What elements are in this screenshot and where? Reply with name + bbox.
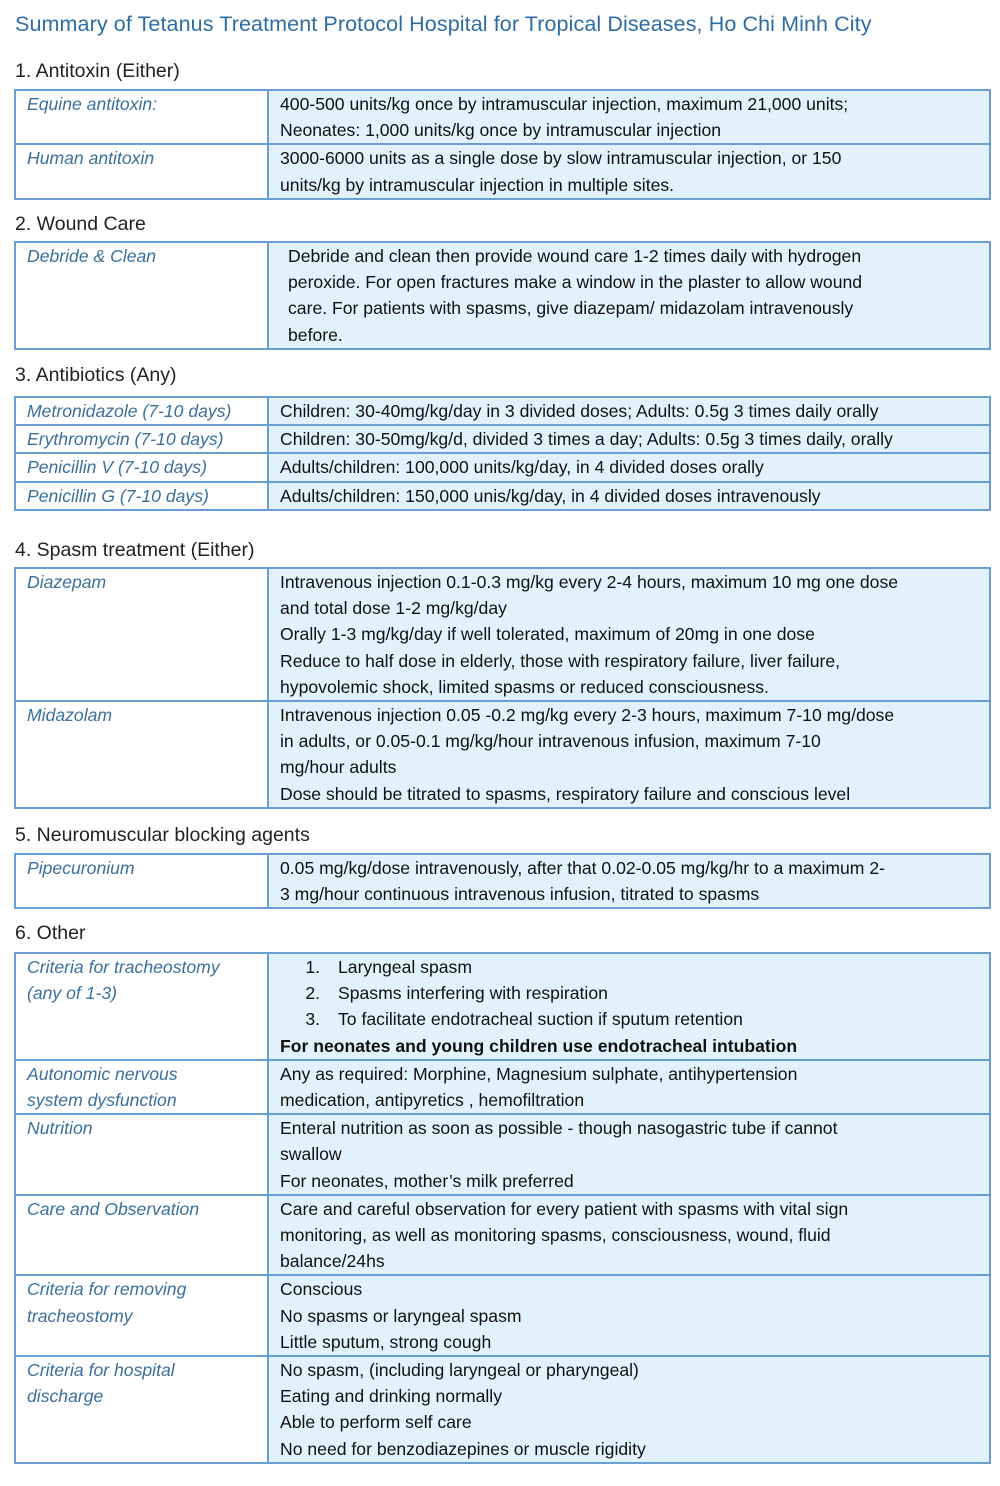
criteria-list-item: [280, 1006, 981, 1032]
row-content: [268, 1356, 990, 1463]
row-content: [268, 953, 990, 1060]
row-content: [268, 1275, 990, 1356]
content-line: Debride and clean then provide wound care 1-2 times daily with hydrogen: [288, 246, 862, 266]
content-line: units/kg by intramuscular injection in multiple sites.: [280, 174, 675, 195]
content-line: swallow: [280, 1144, 342, 1165]
row-label-line: Care and Observation: [27, 1198, 200, 1219]
section-table: [14, 241, 991, 350]
table-row: [15, 397, 990, 425]
content-line: Little sputum, strong cough: [280, 1331, 492, 1352]
list-number: 1.: [305, 957, 320, 977]
row-content: [268, 482, 990, 510]
row-label-line: Autonomic nervous: [27, 1063, 178, 1084]
section-heading: 2. Wound Care: [15, 213, 146, 235]
row-content: [268, 1195, 990, 1276]
row-content: [268, 144, 990, 198]
table-row: [15, 1114, 990, 1195]
list-number: 3.: [305, 1009, 320, 1030]
row-content: [268, 854, 990, 908]
content-line: Able to perform self care: [280, 1412, 472, 1433]
content-line: No spasms or laryngeal spasm: [280, 1305, 522, 1326]
row-content: [268, 453, 990, 481]
row-label: [15, 242, 268, 349]
row-label: [15, 453, 268, 481]
row-label: [15, 953, 268, 1060]
row-label: [15, 90, 268, 144]
content-line: No spasm, (including laryngeal or pharyngeal): [280, 1360, 639, 1381]
content-line: balance/24hs: [280, 1251, 385, 1272]
row-label-line: Penicillin G (7-10 days): [27, 485, 209, 506]
table-row: [15, 425, 990, 453]
section-table: [14, 567, 991, 809]
row-label-line: Criteria for tracheostomy: [27, 957, 220, 977]
row-label: [15, 425, 268, 453]
content-line: Dose should be titrated to spasms, respiratory failure and conscious level: [280, 783, 851, 804]
content-line: No need for benzodiazepines or muscle rigidity: [280, 1438, 646, 1459]
table-row: [15, 1195, 990, 1276]
row-label-line: Metronidazole (7-10 days): [27, 401, 232, 421]
row-label: [15, 1195, 268, 1276]
content-line: Neonates: 1,000 units/kg once by intramuscular injection: [280, 120, 722, 141]
list-text: To facilitate endotracheal suction if sputum retention: [338, 1009, 743, 1030]
row-content: [268, 397, 990, 425]
content-line: Orally 1-3 mg/kg/day if well tolerated, maximum of 20mg in one dose: [280, 624, 815, 645]
table-row: [15, 90, 990, 144]
row-label-line: Criteria for removing: [27, 1279, 187, 1300]
table-row: [15, 854, 990, 908]
criteria-list-item: [280, 980, 981, 1006]
row-content: [268, 568, 990, 701]
content-line: hypovolemic shock, limited spasms or reduced consciousness.: [280, 676, 769, 697]
row-content: [268, 425, 990, 453]
table-row: [15, 1060, 990, 1114]
section-heading: 4. Spasm treatment (Either): [15, 539, 255, 561]
row-content: [268, 242, 990, 349]
row-label: [15, 854, 268, 908]
section-table: [14, 89, 991, 200]
row-label-line: system dysfunction: [27, 1090, 177, 1111]
row-content: [268, 701, 990, 808]
section-table: [14, 853, 991, 909]
table-row: [15, 144, 990, 198]
row-label-line: Midazolam: [27, 705, 113, 726]
table-row: [15, 242, 990, 349]
content-line: 0.05 mg/kg/dose intravenously, after that 0.02-0.05 mg/kg/hr to a maximum 2-: [280, 858, 885, 878]
row-label: [15, 568, 268, 701]
content-line: Intravenous injection 0.05 -0.2 mg/kg every 2-3 hours, maximum 7-10 mg/dose: [280, 705, 895, 726]
content-line: Eating and drinking normally: [280, 1386, 503, 1407]
section-heading: 5. Neuromuscular blocking agents: [15, 824, 310, 846]
content-line: in adults, or 0.05-0.1 mg/kg/hour intravenous infusion, maximum 7-10: [280, 731, 821, 752]
row-label-line: Debride & Clean: [27, 246, 157, 266]
content-line: 3000-6000 units as a single dose by slow intramuscular injection, or 150: [280, 148, 842, 169]
content-line: Care and careful observation for every patient with spasms with vital sign: [280, 1198, 849, 1219]
row-label-line: Erythromycin (7-10 days): [27, 429, 224, 450]
table-row-tracheostomy: [15, 953, 990, 1060]
content-line: mg/hour adults: [280, 757, 397, 778]
content-line: Children: 30-50mg/kg/d, divided 3 times a day; Adults: 0.5g 3 times daily, orally: [280, 429, 893, 450]
row-content: [268, 1060, 990, 1114]
section-heading: 6. Other: [15, 922, 86, 944]
section-heading: 1. Antitoxin (Either): [15, 60, 180, 82]
table-row: [15, 701, 990, 808]
table-row: [15, 1275, 990, 1356]
content-line: 3 mg/hour continuous intravenous infusion, titrated to spasms: [280, 884, 760, 905]
table-row: [15, 482, 990, 510]
content-line: Intravenous injection 0.1-0.3 mg/kg every 2-4 hours, maximum 10 mg one dose: [280, 572, 899, 592]
row-label-line: (any of 1-3): [27, 983, 117, 1004]
row-label-line: Human antitoxin: [27, 148, 155, 169]
row-label-line: discharge: [27, 1386, 104, 1407]
row-label-line: Pipecuronium: [27, 858, 135, 878]
row-label: [15, 1275, 268, 1356]
row-label: [15, 701, 268, 808]
content-line: Reduce to half dose in elderly, those with respiratory failure, liver failure,: [280, 650, 841, 671]
criteria-list-item: [280, 954, 981, 980]
row-label: [15, 144, 268, 198]
row-label: [15, 1356, 268, 1463]
content-line: Children: 30-40mg/kg/day in 3 divided doses; Adults: 0.5g 3 times daily orally: [280, 401, 879, 421]
row-label: [15, 1114, 268, 1195]
content-line: Adults/children: 100,000 units/kg/day, in 4 divided doses orally: [280, 457, 764, 478]
content-line: monitoring, as well as monitoring spasms, consciousness, wound, fluid: [280, 1225, 831, 1246]
content-line: before.: [288, 324, 343, 345]
row-label-line: Nutrition: [27, 1118, 93, 1139]
table-row: [15, 568, 990, 701]
content-line: and total dose 1-2 mg/kg/day: [280, 598, 507, 619]
table-row: [15, 1356, 990, 1463]
content-line: For neonates, mother’s milk preferred: [280, 1170, 574, 1191]
row-label-line: Penicillin V (7-10 days): [27, 457, 207, 478]
row-label-line: Diazepam: [27, 572, 107, 592]
row-label-line: Equine antitoxin:: [27, 94, 158, 114]
row-label-line: tracheostomy: [27, 1305, 133, 1326]
document-title: Summary of Tetanus Treatment Protocol Hospital for Tropical Diseases, Ho Chi Minh City: [15, 12, 872, 36]
content-line: Conscious: [280, 1279, 363, 1300]
list-text: Spasms interfering with respiration: [338, 983, 608, 1004]
row-content: [268, 1114, 990, 1195]
row-label-line: Criteria for hospital: [27, 1360, 175, 1381]
list-text: Laryngeal spasm: [338, 957, 472, 977]
content-line: peroxide. For open fractures make a window in the plaster to allow wound: [288, 272, 863, 293]
section-heading: 3. Antibiotics (Any): [15, 364, 177, 386]
section-table: [14, 396, 991, 511]
content-line: Enteral nutrition as soon as possible - though nasogastric tube if cannot: [280, 1118, 838, 1139]
content-line: Any as required: Morphine, Magnesium sulphate, antihypertension: [280, 1063, 798, 1084]
content-line: medication, antipyretics , hemofiltration: [280, 1090, 585, 1111]
content-line: Adults/children: 150,000 unis/kg/day, in 4 divided doses intravenously: [280, 485, 821, 506]
content-line: care. For patients with spasms, give diazepam/ midazolam intravenously: [288, 298, 854, 319]
row-content: [268, 90, 990, 144]
section-table: [14, 952, 991, 1464]
row-label: [15, 397, 268, 425]
list-number: 2.: [305, 983, 320, 1004]
table-row: [15, 453, 990, 481]
row-label: [15, 1060, 268, 1114]
content-line: 400-500 units/kg once by intramuscular injection, maximum 21,000 units;: [280, 94, 849, 114]
row-label: [15, 482, 268, 510]
neonate-note: For neonates and young children use endotracheal intubation: [280, 1035, 798, 1056]
